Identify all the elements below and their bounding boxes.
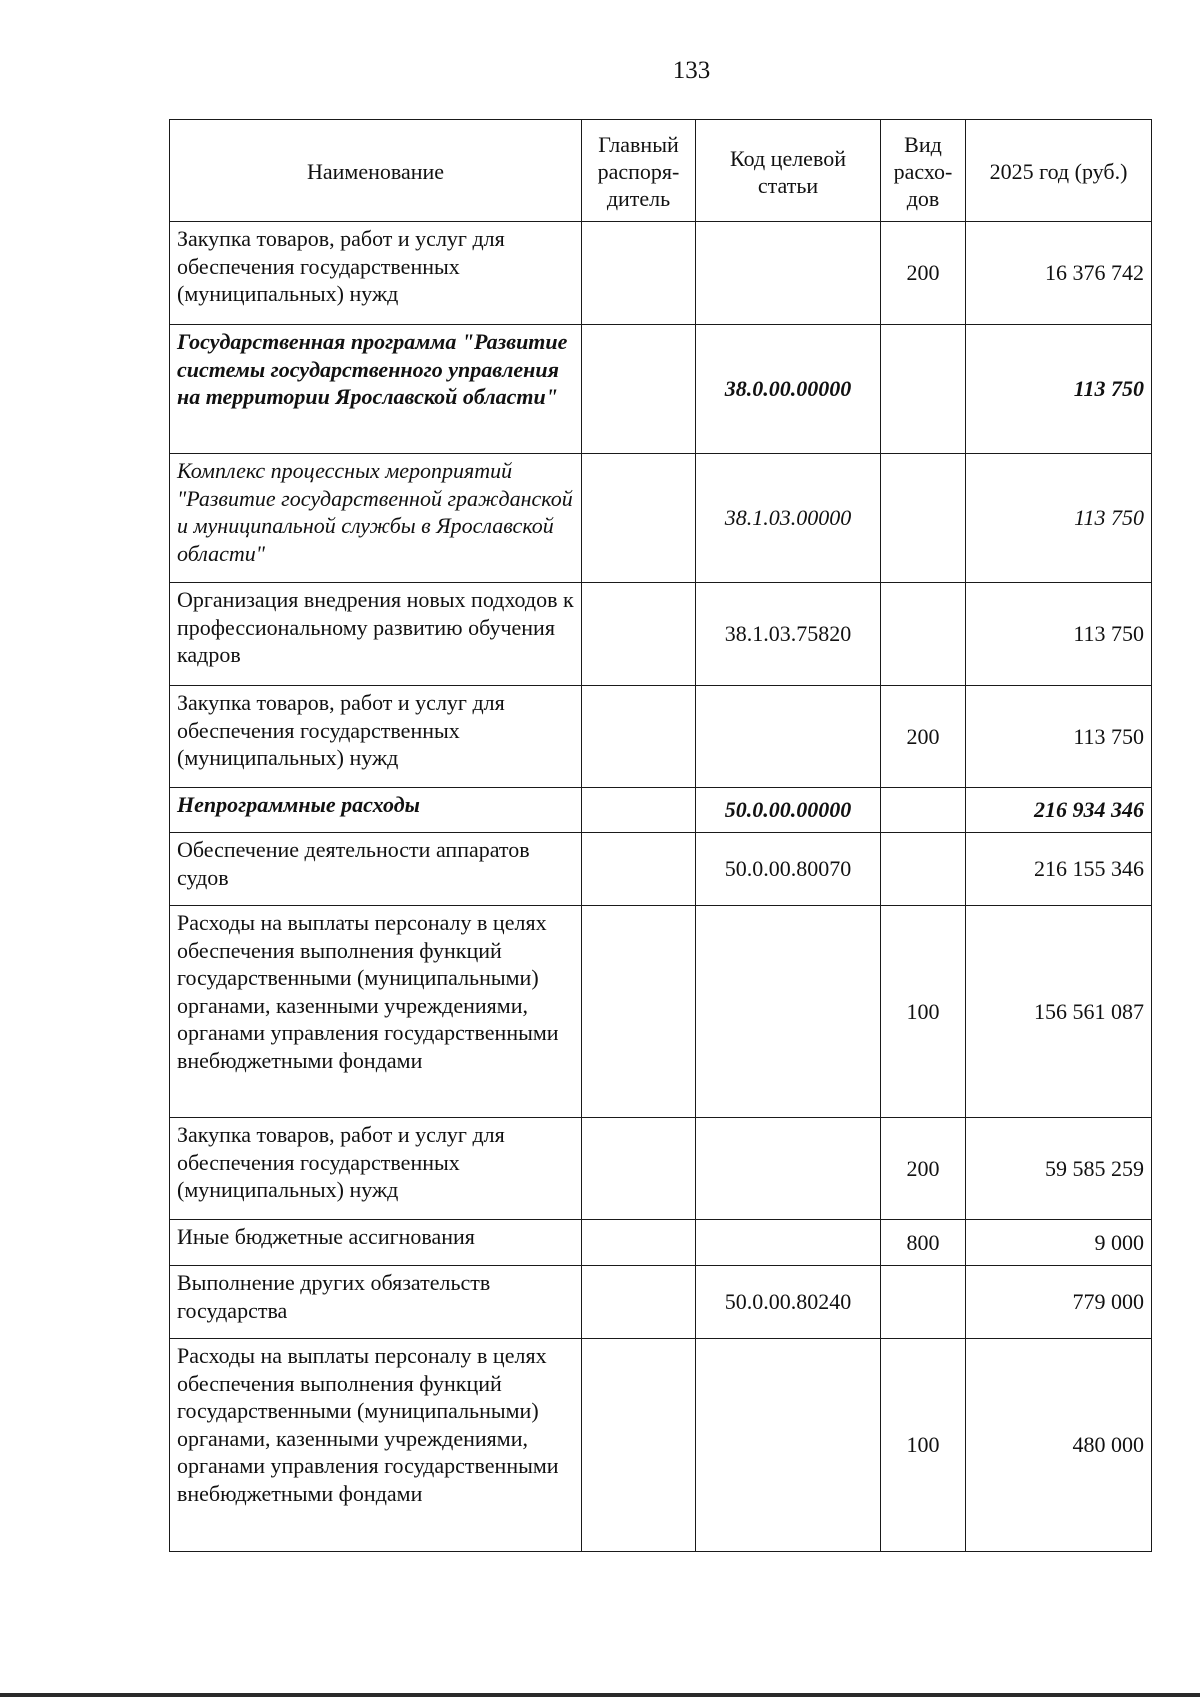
cell-expense-type: 200: [881, 1118, 966, 1220]
cell-name: Закупка товаров, работ и услуг для обеспечения государственных (муниципальных) нужд: [170, 222, 582, 325]
cell-name: Иные бюджетные ассигнования: [170, 1220, 582, 1266]
cell-target-code: 38.0.00.00000: [696, 325, 881, 454]
cell-manager: [582, 1118, 696, 1220]
cell-manager: [582, 583, 696, 686]
table-row: [170, 788, 1152, 833]
cell-amount: 16 376 742: [966, 222, 1152, 325]
cell-manager: [582, 788, 696, 833]
cell-expense-type: 200: [881, 222, 966, 325]
cell-amount: 59 585 259: [966, 1118, 1152, 1220]
cell-name: Закупка товаров, работ и услуг для обеспечения государственных (муниципальных) нужд: [170, 1118, 582, 1220]
cell-amount: 779 000: [966, 1266, 1152, 1339]
table-row: [170, 1339, 1152, 1552]
budget-table: [169, 119, 1152, 1552]
cell-expense-type: [881, 583, 966, 686]
cell-name: Расходы на выплаты персоналу в целях обеспечения выполнения функций государственными (муниципальными) органами, казенными учреждениями, органами управления государственными внебюджетными фондами: [170, 906, 582, 1118]
cell-name: Обеспечение деятельности аппаратов судов: [170, 833, 582, 906]
cell-target-code: [696, 1220, 881, 1266]
cell-target-code: 50.0.00.80240: [696, 1266, 881, 1339]
page-number: 133: [672, 57, 711, 84]
cell-amount: 216 155 346: [966, 833, 1152, 906]
cell-amount: 156 561 087: [966, 906, 1152, 1118]
cell-expense-type: [881, 325, 966, 454]
cell-manager: [582, 833, 696, 906]
cell-amount: 216 934 346: [966, 788, 1152, 833]
cell-target-code: 50.0.00.00000: [696, 788, 881, 833]
cell-manager: [582, 1266, 696, 1339]
header-year: 2025 год (руб.): [966, 120, 1152, 222]
table-row: [170, 325, 1152, 454]
cell-target-code: [696, 686, 881, 788]
cell-target-code: [696, 906, 881, 1118]
header-manager: Главный распоря-дитель: [582, 120, 696, 222]
header-target-code: Код целевой статьи: [696, 120, 881, 222]
cell-expense-type: [881, 1266, 966, 1339]
table-header-row: [170, 120, 1152, 222]
cell-name: Закупка товаров, работ и услуг для обеспечения государственных (муниципальных) нужд: [170, 686, 582, 788]
cell-expense-type: 100: [881, 1339, 966, 1552]
cell-manager: [582, 222, 696, 325]
table-row: [170, 1118, 1152, 1220]
table-row: [170, 833, 1152, 906]
cell-name: Организация внедрения новых подходов к профессиональному развитию обучения кадров: [170, 583, 582, 686]
cell-name: Государственная программа "Развитие системы государственного управления на территории Ярославской области": [170, 325, 582, 454]
cell-expense-type: 100: [881, 906, 966, 1118]
table-row: [170, 1266, 1152, 1339]
header-name: Наименование: [170, 120, 582, 222]
bottom-edge-line: [0, 1693, 1200, 1697]
cell-manager: [582, 1339, 696, 1552]
table-row: [170, 1220, 1152, 1266]
cell-amount: 113 750: [966, 325, 1152, 454]
cell-amount: 9 000: [966, 1220, 1152, 1266]
table-body: [170, 222, 1152, 1552]
header-expense-type: Вид расхо-дов: [881, 120, 966, 222]
cell-amount: 113 750: [966, 583, 1152, 686]
cell-expense-type: [881, 454, 966, 583]
cell-target-code: 38.1.03.00000: [696, 454, 881, 583]
cell-name: Комплекс процессных мероприятий "Развитие государственной гражданской и муниципальной службы в Ярославской области": [170, 454, 582, 583]
cell-target-code: 50.0.00.80070: [696, 833, 881, 906]
table-row: [170, 686, 1152, 788]
cell-amount: 113 750: [966, 686, 1152, 788]
table-row: [170, 454, 1152, 583]
cell-expense-type: [881, 788, 966, 833]
cell-manager: [582, 1220, 696, 1266]
cell-amount: 113 750: [966, 454, 1152, 583]
cell-target-code: [696, 222, 881, 325]
cell-name: Непрограммные расходы: [170, 788, 582, 833]
cell-manager: [582, 454, 696, 583]
cell-expense-type: 200: [881, 686, 966, 788]
table-row: [170, 906, 1152, 1118]
cell-manager: [582, 686, 696, 788]
cell-name: Расходы на выплаты персоналу в целях обеспечения выполнения функций государственными (муниципальными) органами, казенными учреждениями, органами управления государственными внебюджетными фондами: [170, 1339, 582, 1552]
cell-expense-type: 800: [881, 1220, 966, 1266]
cell-target-code: [696, 1339, 881, 1552]
table-row: [170, 583, 1152, 686]
cell-amount: 480 000: [966, 1339, 1152, 1552]
cell-target-code: 38.1.03.75820: [696, 583, 881, 686]
table-row: [170, 222, 1152, 325]
cell-manager: [582, 325, 696, 454]
cell-name: Выполнение других обязательств государства: [170, 1266, 582, 1339]
cell-manager: [582, 906, 696, 1118]
cell-target-code: [696, 1118, 881, 1220]
cell-expense-type: [881, 833, 966, 906]
